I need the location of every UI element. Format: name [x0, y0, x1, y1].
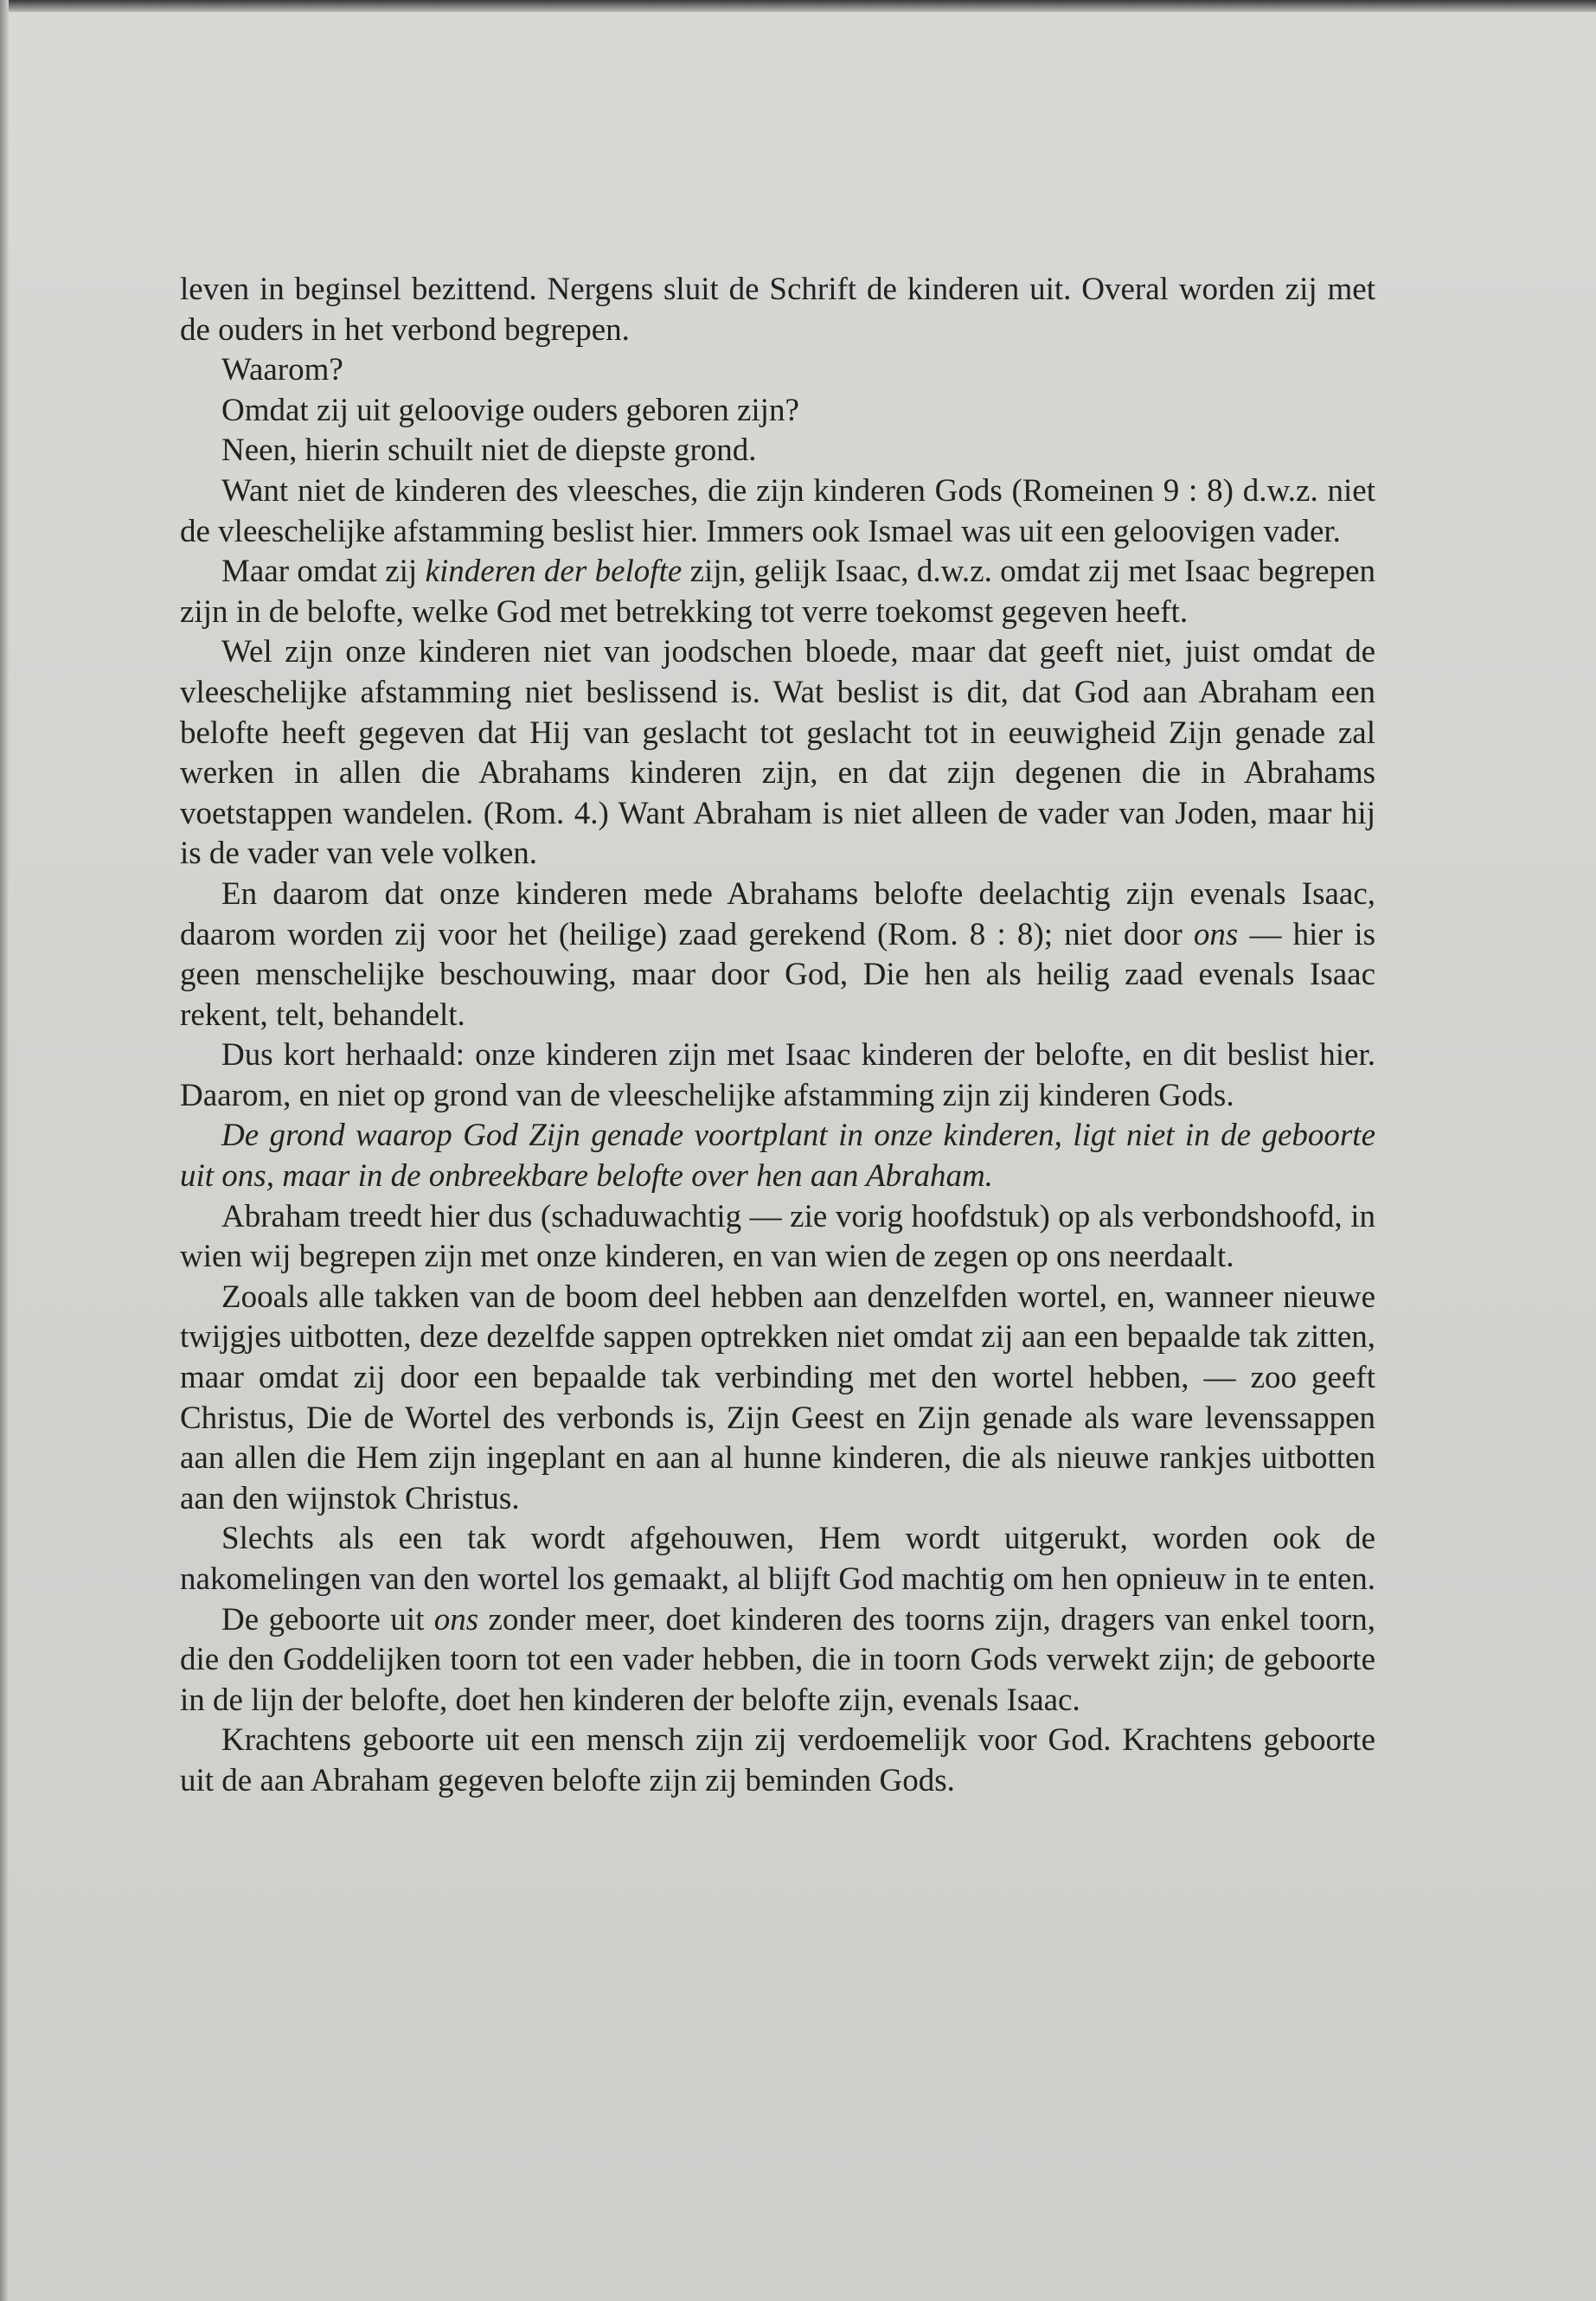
paragraph-text: De geboorte uit — [221, 1601, 434, 1638]
paragraph: Krachtens geboorte uit een mensch zijn zij verdoemelijk voor God. Krachtens geboorte uit de aan Abraham gegeven belofte zijn zij beminden Gods. — [180, 1722, 1375, 1798]
paragraph: Slechts als een tak wordt afgehouwen, Hem wordt uitgerukt, worden ook de nakomelingen van den wortel los gemaakt, al blijft God machtig om hen opnieuw in te enten. — [180, 1521, 1376, 1597]
emphasized-text: ons — [1193, 916, 1239, 952]
paragraph: Zooals alle takken van de boom deel hebben aan denzelfden wortel, en, wanneer nieuwe twijgjes uitbotten, deze dezelfde sappen optrekken niet omdat zij aan een bepaalde tak zitten, maar omdat zij door een bepaalde tak verbinding met den wortel hebben, — zoo geeft Christus, Die de Wortel des verbonds is, Zijn Geest en Zijn genade als ware levenssappen aan allen die Hem zijn ingeplant en aan al hunne kinderen, die als nieuwe rankjes uitbotten aan den wijnstok Christus. — [180, 1279, 1375, 1516]
paragraph: Neen, hierin schuilt niet de diepste grond. — [221, 433, 757, 469]
paragraph — [180, 1600, 1375, 1721]
paragraph-text: — hier is geen menschelijke beschouwing, maar door God, Die hen als heilig zaad evenals Isaac rekent, telt, behandelt. — [180, 916, 1376, 1033]
paragraph: Waarom? — [221, 352, 343, 388]
page-left-edge-shadow — [0, 0, 9, 2301]
italic-paragraph: De grond waarop God Zijn genade voortplant in onze kinderen, ligt niet in de geboorte uit ons, maar in de onbreekbare belofte over hen aan Abraham. — [180, 1118, 1375, 1195]
paragraph — [180, 552, 1375, 632]
paragraph: Abraham treedt hier dus (schaduwachtig — zie vorig hoofdstuk) op als verbondshoofd, in wien wij begrepen zijn met onze kinderen, en van wien de zegen op ons neerdaalt. — [180, 1198, 1375, 1275]
emphasized-text: kinderen der belofte — [425, 554, 683, 590]
paragraph: Wel zijn onze kinderen niet van joodschen bloede, maar dat geeft niet, juist omdat de vleeschelijke afstamming niet beslissend is. Wat beslist is dit, dat God aan Abraham een belofte heeft gegeven dat Hij van geslacht tot geslacht tot in eeuwigheid Zijn genade zal werken in allen die Abrahams kinderen zijn, en dat zijn degenen die in Abrahams voetstappen wandelen. (Rom. 4.) Want Abraham is niet alleen de vader van Joden, maar hij is de vader van vele volken. — [180, 634, 1375, 872]
paragraph: Omdat zij uit geloovige ouders geboren zijn? — [221, 392, 799, 428]
paragraph-text: En daarom dat onze kinderen mede Abrahams belofte deelachtig zijn evenals Isaac, daarom worden zij voor het (heilige) zaad gerekend (Rom. 8 : 8); niet door — [180, 875, 1375, 952]
body-text — [180, 270, 1375, 1802]
page-top-edge-shadow — [0, 0, 1596, 12]
paragraph-text: zijn, gelijk Isaac, d.w.z. omdat zij met Isaac begrepen zijn in de belofte, welke God met betrekking tot verre toekomst gegeven heeft. — [180, 554, 1376, 630]
paragraph: Dus kort herhaald: onze kinderen zijn met Isaac kinderen der belofte, en dit beslist hier. Daarom, en niet op grond van de vleeschelijke afstamming zijn zij kinderen Gods. — [180, 1037, 1375, 1113]
paragraph-text: Maar omdat zij — [221, 554, 426, 590]
paragraph-text: zonder meer, doet kinderen des toorns zijn, dragers van enkel toorn, die den Goddelijken toorn tot een vader hebben, die in toorn Gods verwekt zijn; de geboorte in de lijn der belofte, doet hen kinderen der belofte zijn, evenals Isaac. — [180, 1601, 1375, 1718]
paragraph: leven in beginsel bezittend. Nergens sluit de Schrift de kinderen uit. Overal worden zij met de ouders in het verbond begrepen. — [180, 272, 1375, 348]
paragraph — [180, 875, 1375, 1035]
emphasized-text: ons — [433, 1601, 479, 1638]
paragraph: Want niet de kinderen des vleesches, die zijn kinderen Gods (Romeinen 9 : 8) d.w.z. niet de vleeschelijke afstamming beslist hier. Immers ook Ismael was uit een geloovigen vader. — [180, 472, 1375, 549]
